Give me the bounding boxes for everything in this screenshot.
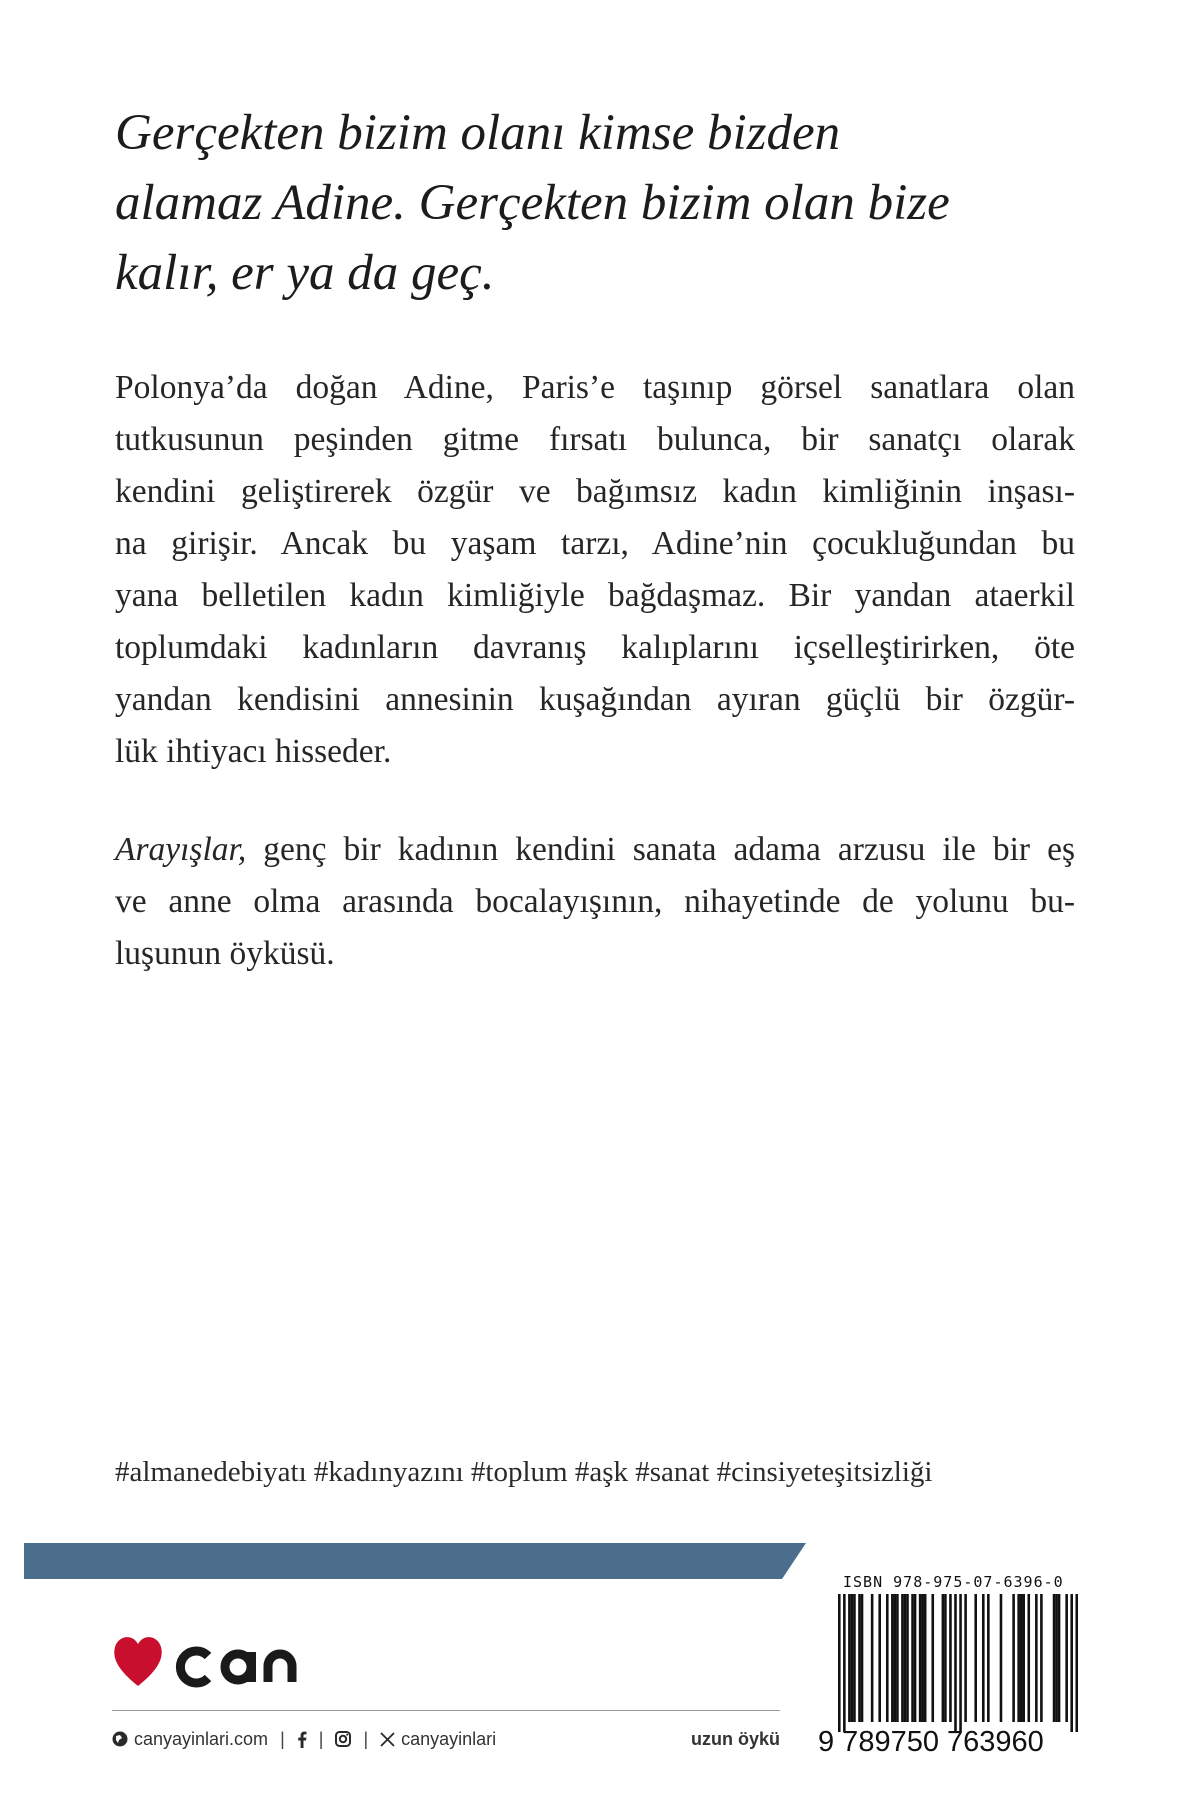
paragraph-line: lük ihtiyacı hisseder. <box>115 733 392 770</box>
paragraph-line: tutkusunun peşinden gitme fırsatı bulunca, bir sanatçı olarak <box>115 421 1075 458</box>
publisher-logo <box>112 1630 302 1690</box>
barcode-bar <box>871 1594 874 1722</box>
barcode-bar <box>1017 1594 1020 1722</box>
barcode <box>838 1594 1078 1732</box>
barcode-bar <box>906 1594 909 1722</box>
paragraph-line <box>115 824 1075 876</box>
barcode-bar <box>838 1594 841 1732</box>
barcode-bar <box>891 1594 894 1722</box>
band-shape <box>24 1543 806 1579</box>
paragraph-line-rest: genç bir kadının kendini sanata adama arzusu ile bir eş <box>246 831 1075 868</box>
facebook-icon[interactable] <box>297 1731 307 1748</box>
separator: | <box>318 1729 324 1749</box>
barcode-bar <box>886 1594 889 1722</box>
barcode-bar <box>904 1594 907 1722</box>
paragraph-line: Polonya’da doğan Adine, Paris’e taşınıp görsel sanatlara olan <box>115 369 1075 406</box>
description-paragraph-2 <box>115 824 1075 980</box>
barcode-bar <box>914 1594 917 1722</box>
barcode-bar <box>1000 1594 1003 1722</box>
paragraph-line: yana belletilen kadın kimliğiyle bağdaşmaz. Bir yandan ataerkil <box>115 577 1075 614</box>
barcode-bar <box>1020 1594 1023 1722</box>
barcode-bar <box>942 1594 945 1722</box>
barcode-bar <box>959 1594 962 1732</box>
barcode-bar <box>974 1594 977 1722</box>
instagram-icon[interactable] <box>335 1731 351 1747</box>
barcode-bar <box>982 1594 985 1722</box>
barcode-bar <box>901 1594 904 1722</box>
barcode-bar <box>1040 1594 1043 1722</box>
barcode-digits: 9 789750 763960 <box>818 1726 1044 1758</box>
isbn-label: ISBN 978-975-07-6396-0 <box>843 1573 1064 1591</box>
quote-line: kalır, er ya da geç. <box>115 245 495 301</box>
barcode-bar <box>851 1594 854 1722</box>
barcode-bar <box>1012 1594 1015 1722</box>
hashtags: #almanedebiyatı #kadınyazını #toplum #aşk #sanat #cinsiyeteşitsizliği <box>115 1456 933 1488</box>
quote-line: alamaz Adine. Gerçekten bizim olan bize <box>115 175 950 231</box>
barcode-bar <box>949 1594 952 1722</box>
barcode-bar <box>894 1594 897 1722</box>
barcode-bar <box>896 1594 899 1722</box>
separator: | <box>280 1729 285 1749</box>
x-icon[interactable] <box>380 1732 395 1747</box>
barcode-bar <box>1065 1594 1068 1722</box>
barcode-bar <box>1075 1594 1078 1732</box>
separator: | <box>363 1729 369 1749</box>
barcode-bar <box>1070 1594 1073 1732</box>
publisher-footer <box>112 1727 496 1751</box>
barcode-bar <box>848 1594 851 1722</box>
barcode-bar <box>861 1594 864 1722</box>
quote-line: Gerçekten bizim olanı kimse bizden <box>115 105 841 161</box>
barcode-bar <box>924 1594 927 1722</box>
book-title: Arayışlar, <box>115 831 247 868</box>
barcode-bar <box>931 1594 934 1722</box>
barcode-bar <box>858 1594 861 1722</box>
decorative-band <box>24 1543 806 1579</box>
paragraph-line: kendini geliştirerek özgür ve bağımsız kadın kimliğinin inşası- <box>115 473 1075 510</box>
barcode-bar <box>1053 1594 1056 1722</box>
barcode-bar <box>921 1594 924 1722</box>
heart-icon <box>114 1637 161 1686</box>
paragraph-line: yandan kendisini annesinin kuşağından ayıran güçlü bir özgür- <box>115 681 1075 718</box>
paragraph-line: toplumdaki kadınların davranış kalıplarını içselleştirirken, öte <box>115 629 1075 666</box>
website-link[interactable]: canyayinlari.com <box>134 1729 269 1749</box>
globe-icon <box>112 1731 128 1747</box>
paragraph-line: na girişir. Ancak bu yaşam tarzı, Adine’nin çocukluğundan bu <box>115 525 1075 562</box>
barcode-bar <box>987 1594 990 1722</box>
barcode-bar <box>1027 1594 1030 1722</box>
barcode-bar <box>1055 1594 1058 1722</box>
barcode-bar <box>1022 1594 1025 1722</box>
barcode-bar <box>843 1594 846 1732</box>
description-paragraph-1 <box>115 362 1075 778</box>
barcode-bar <box>911 1594 914 1722</box>
paragraph-line: luşunun öyküsü. <box>115 935 335 972</box>
barcode-bar <box>919 1594 922 1722</box>
barcode-bar <box>1058 1594 1061 1722</box>
back-cover-quote <box>115 98 1075 308</box>
paragraph-line: ve anne olma arasında bocalayışının, nihayetinde de yolunu bu- <box>115 883 1075 920</box>
barcode-bar <box>964 1594 967 1722</box>
barcode-bar <box>944 1594 947 1722</box>
barcode-bar <box>1035 1594 1038 1722</box>
social-handle[interactable]: canyayinlari <box>401 1729 497 1749</box>
barcode-bar <box>878 1594 881 1722</box>
footer-divider <box>112 1710 780 1711</box>
barcode-bar <box>954 1594 957 1732</box>
barcode-bar <box>853 1594 856 1722</box>
genre-label: uzun öykü <box>691 1729 780 1749</box>
